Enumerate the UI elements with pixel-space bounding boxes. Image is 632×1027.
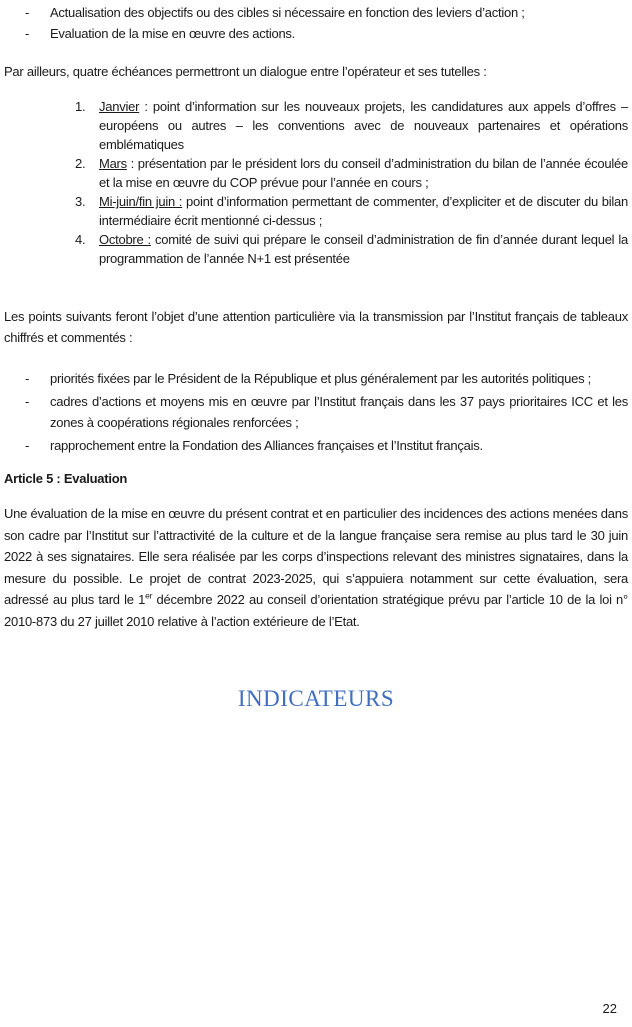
schedule-item-text: point d’information permettant de commenter, d’expliciter et de discuter du bilan intermédiaire écrit mentionné ci-dessus ; [99, 194, 628, 228]
schedule-item [75, 154, 628, 192]
article5-body-part1: Une évaluation de la mise en œuvre du présent contrat et en particulier des incidences des actions menées dans son cadre par l’Institut sur l’attractivité de la culture et de la langue française sera remise au plus tard le 30 juin 2022 à ses signataires. Elle sera réalisée par les corps d’inspections relevant des ministres signataires, dans la mesure du possible. Le projet de contrat 2023-2025, qui s’appuiera notamment sur cette évaluation, sera adressé au plus tard le 1 [4, 506, 628, 607]
schedule-numbered-list [75, 97, 628, 268]
dash-bullet: - [25, 437, 30, 453]
schedule-item-text: comité de suivi qui prépare le conseil d’administration de fin d’année durant lequel la programmation de l’année N+1 est présentée [99, 232, 628, 266]
article5-body-part2: décembre 2022 au conseil d’orientation stratégique prévu par l’article 10 de la loi n° 2010-873 du 27 juillet 2010 relative à l’action extérieure de l’Etat. [4, 592, 628, 629]
indicators-heading: INDICATEURS [237, 686, 395, 711]
dash-bullet: - [25, 393, 30, 409]
schedule-item-text: : présentation par le président lors du conseil d’administration du bilan de l’année écoulée et la mise en œuvre du COP prévue pour l’année en cours ; [99, 156, 628, 190]
list-number: 4. [75, 232, 86, 247]
dash-bullet: - [25, 26, 30, 41]
transmission-paragraph: Les points suivants feront l’objet d’une attention particulière via la transmission par l’Institut français de tableaux chiffrés et commentés : [4, 309, 628, 345]
list-number: 3. [75, 194, 86, 209]
list-item [25, 2, 628, 23]
list-item-text: rapprochement entre la Fondation des Alliances françaises et l’Institut français. [50, 437, 483, 453]
list-number: 2. [75, 156, 86, 171]
list-item-text: priorités fixées par le Président de la République et plus généralement par les autorités politiques ; [50, 371, 592, 386]
list-item-text: cadres d’actions et moyens mis en œuvre par l’Institut français dans les 37 pays prioritaires ICC et les zones à coopérations régionales renforcées ; [50, 393, 628, 430]
underlined-term: Mars [99, 156, 127, 171]
dash-bullet: - [25, 371, 30, 386]
article5-body-paragraph [4, 503, 628, 632]
list-item [25, 435, 628, 457]
top-dash-list [25, 2, 628, 44]
schedule-item [75, 230, 628, 268]
priority-dash-list [25, 368, 628, 456]
schedule-item [75, 97, 628, 154]
article5-heading: Article 5 : Evaluation [4, 471, 128, 486]
list-item-text: Actualisation des objectifs ou des cibles si nécessaire en fonction des leviers d’action ; [50, 5, 525, 20]
schedule-item [75, 192, 628, 230]
underlined-term: Janvier [99, 99, 140, 114]
underlined-term: Mi-juin/fin juin : [99, 194, 183, 209]
list-item [25, 391, 628, 434]
list-number: 1. [75, 99, 86, 114]
list-item-text: Evaluation de la mise en œuvre des actions. [50, 26, 296, 41]
page-number: 22 [602, 1001, 617, 1016]
underlined-term: Octobre : [99, 232, 151, 247]
list-item [25, 23, 628, 44]
schedule-item-text: : point d’information sur les nouveaux projets, les candidatures aux appels d’offres – européens ou autres – les conventions avec de nouveaux partenaires et opérations emblématiques [99, 99, 628, 152]
dash-bullet: - [25, 5, 30, 20]
intro-paragraph: Par ailleurs, quatre échéances permettront un dialogue entre l’opérateur et ses tutelles : [4, 64, 487, 79]
ordinal-superscript: er [145, 590, 153, 601]
list-item [25, 368, 628, 390]
